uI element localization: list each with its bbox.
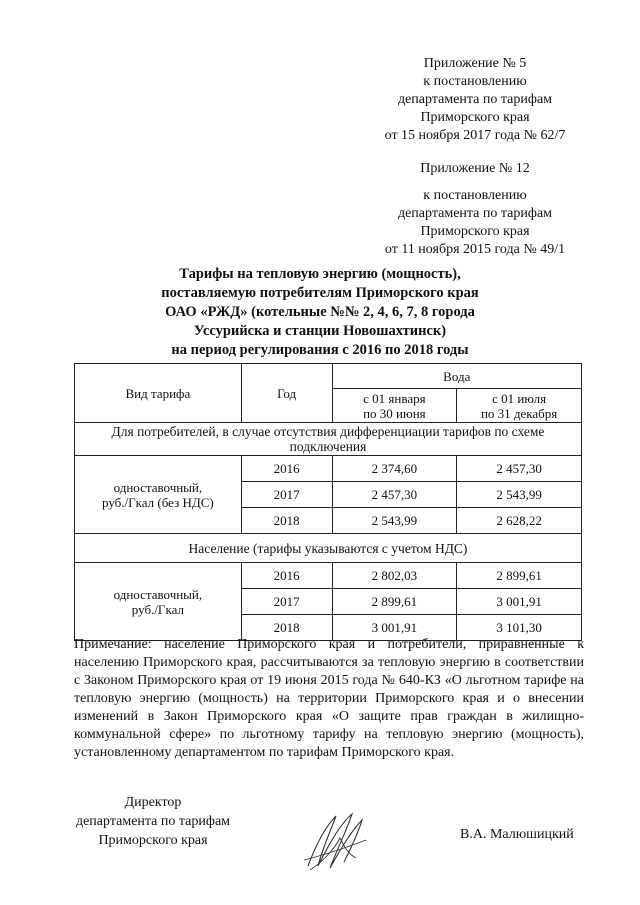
appendix-12-date: от 11 ноября 2015 года № 49/1 bbox=[384, 242, 566, 257]
tariff-value-h2: 2 543,99 bbox=[457, 482, 582, 508]
appendix-12-header bbox=[368, 160, 582, 259]
signer-position-line3: Приморского края bbox=[98, 833, 208, 848]
appendix-12-line3: департамента по тарифам bbox=[397, 206, 553, 221]
year-cell: 2018 bbox=[241, 615, 332, 641]
title-line-4: Уссурийска и станции Новошахтинск) bbox=[193, 323, 447, 339]
tariff-type-cell: одноставочный, руб./Гкал bbox=[75, 563, 242, 641]
signer-position bbox=[58, 793, 248, 850]
year-cell: 2016 bbox=[241, 456, 332, 482]
year-cell: 2016 bbox=[241, 563, 332, 589]
tariff-value-h1: 2 899,61 bbox=[332, 589, 457, 615]
note-text: Примечание: население Приморского края и потребители, приравненные к населению Приморского края, рассчитываются за тепловую энергию в соответствии с Законом Приморского края от 19 июня 2015 года № 640-КЗ «О льготном тарифе на тепловую энергию (мощность) на территории Приморского края и о внесении изменений в Закон Приморского края «О защите прав граждан в жилищно-коммунальной сфере» по льготному тарифу на тепловую энергию (мощность), установленному департаментом по тарифам Приморского края. bbox=[74, 637, 584, 760]
handwritten-signature bbox=[300, 810, 370, 872]
header-tariff-type: Вид тарифа bbox=[75, 364, 242, 423]
year-cell: 2018 bbox=[241, 508, 332, 534]
header-water: Вода bbox=[332, 364, 581, 389]
year-cell: 2017 bbox=[241, 589, 332, 615]
tariff-value-h1: 2 543,99 bbox=[332, 508, 457, 534]
header-period-1: с 01 января по 30 июня bbox=[332, 389, 457, 423]
tariff-value-h1: 2 457,30 bbox=[332, 482, 457, 508]
appendix-12-line2: к постановлению bbox=[423, 188, 527, 203]
tariff-table bbox=[74, 363, 582, 641]
appendix-5-number: Приложение № 5 bbox=[423, 56, 527, 71]
appendix-5-line2: к постановлению bbox=[423, 74, 527, 89]
document-title bbox=[80, 265, 560, 360]
tariff-value-h2: 3 101,30 bbox=[457, 615, 582, 641]
year-cell: 2017 bbox=[241, 482, 332, 508]
title-line-3: ОАО «РЖД» (котельные №№ 2, 4, 6, 7, 8 города bbox=[165, 304, 475, 320]
appendix-12-number: Приложение № 12 bbox=[420, 161, 530, 176]
tariff-value-h1: 2 374,60 bbox=[332, 456, 457, 482]
tariff-value-h1: 3 001,91 bbox=[332, 615, 457, 641]
note-paragraph bbox=[74, 636, 584, 762]
appendix-5-line4: Приморского края bbox=[420, 110, 530, 125]
title-line-2: поставляемую потребителям Приморского края bbox=[161, 285, 479, 301]
header-year: Год bbox=[241, 364, 332, 423]
tariff-value-h2: 3 001,91 bbox=[457, 589, 582, 615]
section-heading-consumers: Для потребителей, в случае отсутствия дифференциации тарифов по схеме подключения bbox=[75, 423, 582, 456]
appendix-5-date: от 15 ноября 2017 года № 62/7 bbox=[384, 128, 566, 143]
appendix-5-line3: департамента по тарифам bbox=[397, 92, 553, 107]
tariff-type-cell: одноставочный, руб./Гкал (без НДС) bbox=[75, 456, 242, 534]
title-line-5: на период регулирования с 2016 по 2018 годы bbox=[171, 342, 469, 358]
tariff-value-h1: 2 802,03 bbox=[332, 563, 457, 589]
appendix-12-line4: Приморского края bbox=[420, 224, 530, 239]
title-line-1: Тарифы на тепловую энергию (мощность), bbox=[179, 266, 461, 282]
table-row bbox=[75, 563, 582, 589]
tariff-value-h2: 2 457,30 bbox=[457, 456, 582, 482]
appendix-5-header bbox=[368, 55, 582, 145]
header-period-2: с 01 июля по 31 декабря bbox=[457, 389, 582, 423]
signer-position-line1: Директор bbox=[124, 795, 182, 810]
section-heading-population: Население (тарифы указываются с учетом НДС) bbox=[75, 534, 582, 563]
tariff-value-h2: 2 899,61 bbox=[457, 563, 582, 589]
table-row bbox=[75, 456, 582, 482]
signer-position-line2: департамента по тарифам bbox=[75, 814, 231, 829]
tariff-value-h2: 2 628,22 bbox=[457, 508, 582, 534]
signer-name: В.А. Малюшицкий bbox=[460, 827, 574, 842]
